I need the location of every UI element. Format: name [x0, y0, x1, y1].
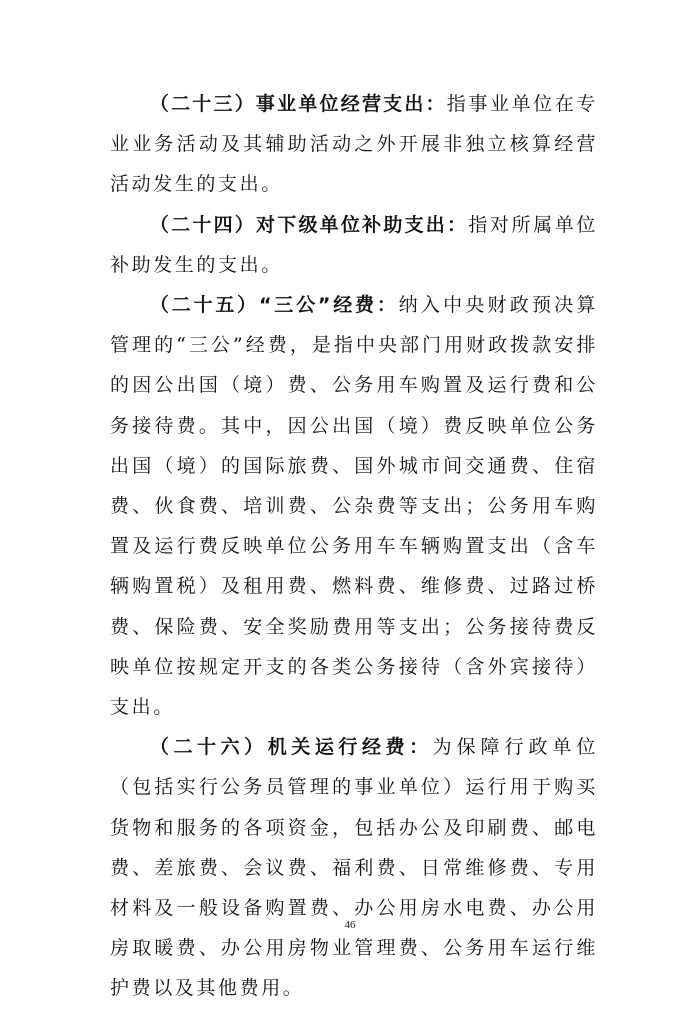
definition-23: 指事业单位在专业业务活动及其辅助活动之外开展非独立核算经营活动发生的支出。	[110, 93, 598, 196]
term-26: （二十六）机关运行经费：	[149, 736, 433, 759]
definition-26: 为保障行政单位（包括实行公务员管理的事业单位）运行用于购买货物和服务的各项资金，包括办公及印刷费、邮电费、差旅费、会议费、福利费、日常维修费、专用材料及一般设备购置费、办公用房水电费、办公用房取暖费、办公用房物业管理费、公务用车运行维护费以及其他费用。	[110, 736, 598, 1000]
term-24: （二十四）对下级单位补助支出：	[149, 213, 469, 236]
paragraph-23	[110, 84, 598, 205]
term-23: （二十三）事业单位经营支出：	[149, 93, 447, 115]
page-number: 46	[344, 919, 356, 931]
document-body	[110, 84, 598, 1009]
paragraph-26	[110, 727, 598, 1008]
definition-24: 指对所属单位补助发生的支出。	[110, 213, 598, 276]
definition-25: 纳入中央财政预决算管理的“三公”经费，是指中央部门用财政拨款安排的因公出国（境）费、公务用车购置及运行费和公务接待费。其中，因公出国（境）费反映单位公务出国（境）的国际旅费、国外城市间交通费、住宿费、伙食费、培训费、公杂费等支出；公务用车购置及运行费反映单位公务用车车辆购置支出（含车辆购置税）及租用费、燃料费、维修费、过路过桥费、保险费、安全奖励费用等支出；公务接待费反映单位按规定开支的各类公务接待（含外宾接待）支出。	[110, 294, 598, 719]
paragraph-24	[110, 205, 598, 285]
paragraph-25	[110, 285, 598, 727]
term-25: （二十五）“三公”经费：	[149, 294, 399, 317]
